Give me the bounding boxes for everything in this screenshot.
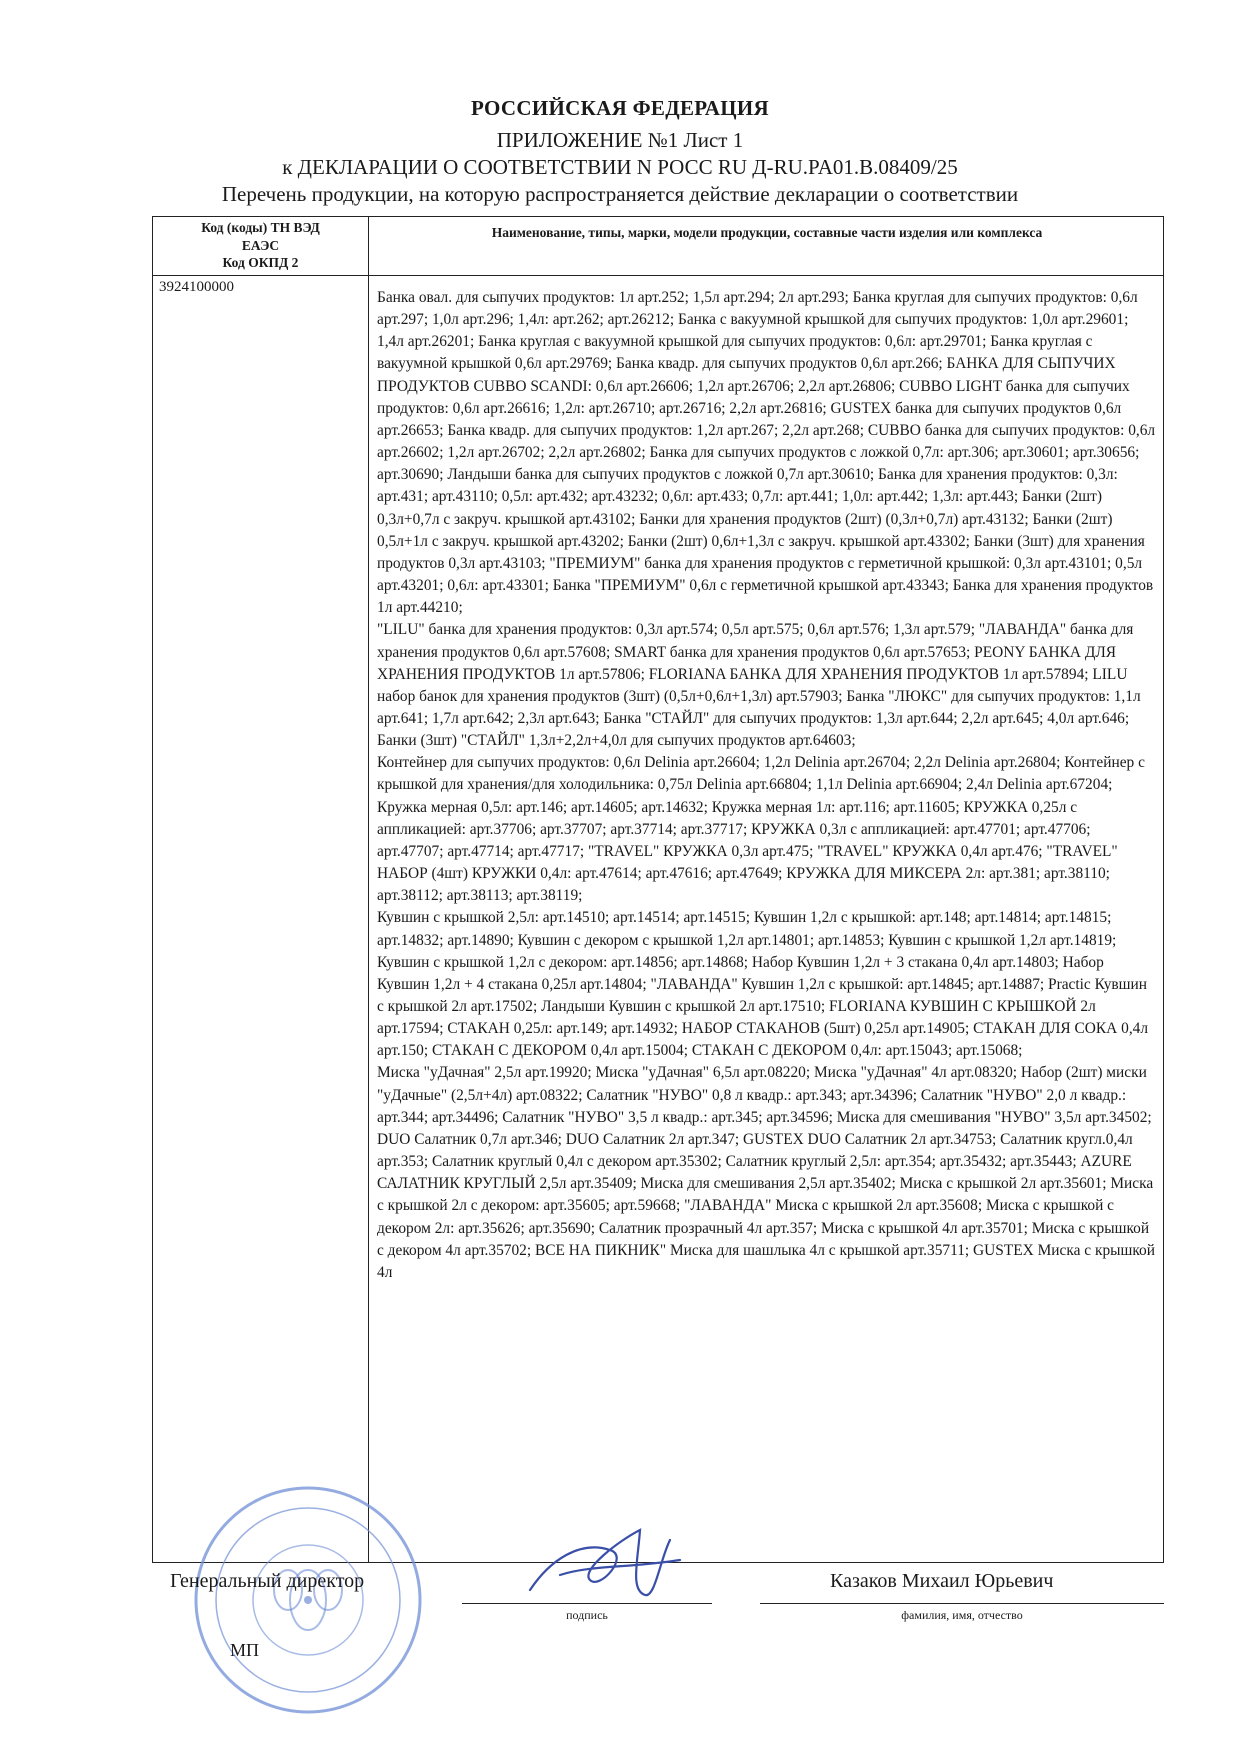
product-paragraph: Банка овал. для сыпучих продуктов: 1л арт.252; 1,5л арт.294; 2л арт.293; Банка круглая для сыпучих продуктов: 0,6л арт.297; 1,0л арт.296; 1,4л: арт.262; арт.26212; Банка с вакуумной крышкой для сыпучих продуктов: 1,0л арт.29601; 1,4л арт.26201; Банка круглая с вакуумной крышкой для сыпучих продуктов: 0,6л: арт.29701; Банка круглая с вакуумной крышкой 0,6л арт.29769; Банка квадр. для сыпучих продуктов 0,6л арт.266; БАНКА ДЛЯ СЫПУЧИХ ПРОДУКТОВ CUBBO SCANDI: 0,6л арт.26606; 1,2л арт.26706; 2,2л арт.26806; CUBBO LIGHT банка для сыпучих продуктов: 0,6л арт.26616; 1,2л: арт.26710; арт.26716; 2,2л арт.26816; GUSTEX банка для сыпучих продуктов 0,6л арт.26653; Банка квадр. для сыпучих продуктов: 1,2л арт.267; 2,2л арт.268; CUBBO банка для сыпучих продуктов: 0,6л арт.26602; 1,2л арт.26702; 2,2л арт.26802; Банка для сыпучих продуктов с ложкой 0,7л: арт.306; арт.30601; арт.30656; арт.30690; Ландыши банка для сыпучих продуктов с ложкой 0,7л арт.30610; Банка для хранения продуктов: 0,3л: арт.431; арт.43110; 0,5л: арт.432; арт.43232; 0,6л: арт.433; 0,7л: арт.441; 1,0л: арт.442; 1,3л: арт.443; Банки (2шт) 0,3л+0,7л с закруч. крышкой арт.43102; Банки для хранения продуктов (2шт) (0,3л+0,7л) арт.43132; Банки (2шт) 0,5л+1л с закруч. крышкой арт.43202; Банки (2шт) 0,6л+1,3л с закруч. крышкой арт.43302; Банки (3шт) для хранения продуктов 0,3л арт.43103; "ПРЕМИУМ" банка для хранения продуктов с герметичной крышкой: 0,3л арт.43101; 0,5л арт.43201; 0,6л: арт.43301; Банка "ПРЕМИУМ" 0,6л с герметичной крышкой арт.43343; Банка для хранения продуктов 1л арт.44210;: [377, 289, 1156, 617]
document-country: РОССИЙСКАЯ ФЕДЕРАЦИЯ: [471, 96, 769, 120]
signature-line: [462, 1603, 712, 1604]
product-table: [152, 216, 1164, 1563]
name-column-header: Наименование, типы, марки, модели продукции, составные части изделия или комплекса: [491, 225, 1043, 240]
column-divider: [368, 217, 369, 1562]
declaration-number: к ДЕКЛАРАЦИИ О СООТВЕТСТВИИ N РОСС RU Д-RU.PA01.B.08409/25: [282, 155, 958, 179]
product-list-title: Перечень продукции, на которую распространяется действие декларации о соответствии: [221, 182, 1019, 206]
company-seal: [188, 1480, 428, 1720]
name-line: [760, 1603, 1164, 1604]
product-paragraph: "LILU" банка для хранения продуктов: 0,3л арт.574; 0,5л арт.575; 0,6л арт.576; 1,3л арт.579; "ЛАВАНДА" банка для хранения продуктов 0,6л арт.57608; SMART банка для хранения продуктов 0,6л арт.57653; PEONY БАНКА ДЛЯ ХРАНЕНИЯ ПРОДУКТОВ 1л арт.57806; FLORIANA БАНКА ДЛЯ ХРАНЕНИЯ ПРОДУКТОВ 1л арт.57894; LILU набор банок для хранения продуктов (3шт) (0,5л+0,6л+1,3л) арт.57903; Банка "ЛЮКС" для сыпучих продуктов: 1,1л арт.641; 1,7л арт.642; 2,3л арт.643; Банка "СТАЙЛ" для сыпучих продуктов: 1,3л арт.644; 2,2л арт.645; 4,0л арт.646; Банки (3шт) "СТАЙЛ" 1,3л+2,2л+4,0л для сыпучих продуктов арт.64603;: [377, 621, 1141, 750]
stamp-place-label: МП: [230, 1640, 260, 1660]
signature-scribble: [520, 1520, 690, 1610]
product-list: [377, 287, 1157, 1284]
product-paragraph: Кружка мерная 0,5л: арт.146; арт.14605; арт.14632; Кружка мерная 1л: арт.116; арт.11605; КРУЖКА 0,25л с аппликацией: арт.37706; арт.37707; арт.37714; арт.37717; КРУЖКА 0,3л с аппликацией: арт.47701; арт.47706; арт.47707; арт.47714; арт.47717; "TRAVEL" КРУЖКА 0,3л арт.475; "TRAVEL" КРУЖКА 0,4л арт.476; "TRAVEL" НАБОР (4шт) КРУЖКИ 0,4л: арт.47614; арт.47616; арт.47649; КРУЖКА ДЛЯ МИКСЕРА 2л: арт.381; арт.38110; арт.38112; арт.38113; арт.38119;: [377, 798, 1118, 905]
director-title: Генеральный директор: [170, 1570, 365, 1592]
product-paragraph: Миска "уДачная" 2,5л арт.19920; Миска "уДачная" 6,5л арт.08220; Миска "уДачная" 4л арт.08320; Набор (2шт) миски "уДачные" (2,5л+4л) арт.08322; Салатник "НУВО" 0,8 л квадр.: арт.343; арт.34396; Салатник "НУВО" 2,0 л квадр.: арт.344; арт.34496; Салатник "НУВО" 3,5 л квадр.: арт.345; арт.34596; Миска для смешивания "НУВО" 3,5л арт.34502; DUO Салатник 0,7л арт.346; DUO Салатник 2л арт.347; GUSTEX DUO Салатник 2л арт.34753; Салатник кругл.0,4л арт.353; Салатник круглый 0,4л с декором арт.35302; Салатник круглый 2,5л: арт.354; арт.35432; арт.35443; AZURE САЛАТНИК КРУГЛЫЙ 2,5л арт.35409; Миска для смешивания 2,5л арт.35402; Миска с крышкой 2л арт.35601; Миска с крышкой 2л с декором: арт.35605; арт.59668; "ЛАВАНДА" Миска с крышкой 2л арт.35608; Миска с крышкой с декором 2л: арт.35626; арт.35690; Салатник прозрачный 4л арт.357; Миска с крышкой 4л арт.35701; Миска с крышкой с декором 4л арт.35702; ВСЕ НА ПИКНИК" Миска для шашлыка 4л с крышкой арт.35711; GUSTEX Миска с крышкой 4л: [377, 1064, 1155, 1281]
code-header-line: Код ОКПД 2: [222, 255, 299, 270]
signature-caption: подпись: [566, 1608, 608, 1622]
appendix-title: ПРИЛОЖЕНИЕ №1 Лист 1: [496, 128, 744, 152]
product-paragraph: Кувшин с крышкой 2,5л: арт.14510; арт.14514; арт.14515; Кувшин 1,2л с крышкой: арт.148; арт.14814; арт.14815; арт.14832; арт.14890; Кувшин с декором с крышкой 1,2л арт.14801; арт.14853; Кувшин с крышкой 1,2л арт.14819; Кувшин с крышкой 1,2л с декором: арт.14856; арт.14868; Набор Кувшин 1,2л + 3 стакана 0,4л арт.14803; Набор Кувшин 1,2л + 4 стакана 0,25л арт.14804; "ЛАВАНДА" Кувшин 1,2л с крышкой: арт.14845; арт.14887; Practic Кувшин с крышкой 2л арт.17502; Ландыши Кувшин с крышкой 2л арт.17510; FLORIANA КУВШИН С КРЫШКОЙ 2л арт.17594; СТАКАН 0,25л: арт.149; арт.14932; НАБОР СТАКАНОВ (5шт) 0,25л арт.14905; СТАКАН ДЛЯ СОКА 0,4л арт.150; СТАКАН С ДЕКОРОМ 0,4л арт.15004; СТАКАН С ДЕКОРОМ 0,4л: арт.15043; арт.15068;: [377, 909, 1149, 1060]
header-divider: [153, 275, 1163, 276]
product-paragraph: Контейнер для сыпучих продуктов: 0,6л Delinia арт.26604; 1,2л Delinia арт.26704; 2,2л Delinia арт.26804; Контейнер с крышкой для хранения/для холодильника: 0,75л Delinia арт.66804; 1,1л Delinia арт.66904; 2,4л Delinia арт.67204;: [377, 754, 1145, 794]
code-column-header: [153, 219, 368, 272]
code-header-line: ЕАЭС: [241, 237, 280, 253]
tn-ved-code: 3924100000: [159, 279, 234, 295]
director-name: Казаков Михаил Юрьевич: [830, 1570, 1054, 1592]
name-caption: фамилия, имя, отчество: [901, 1608, 1023, 1622]
code-header-line: Код (коды) ТН ВЭД: [201, 220, 320, 235]
